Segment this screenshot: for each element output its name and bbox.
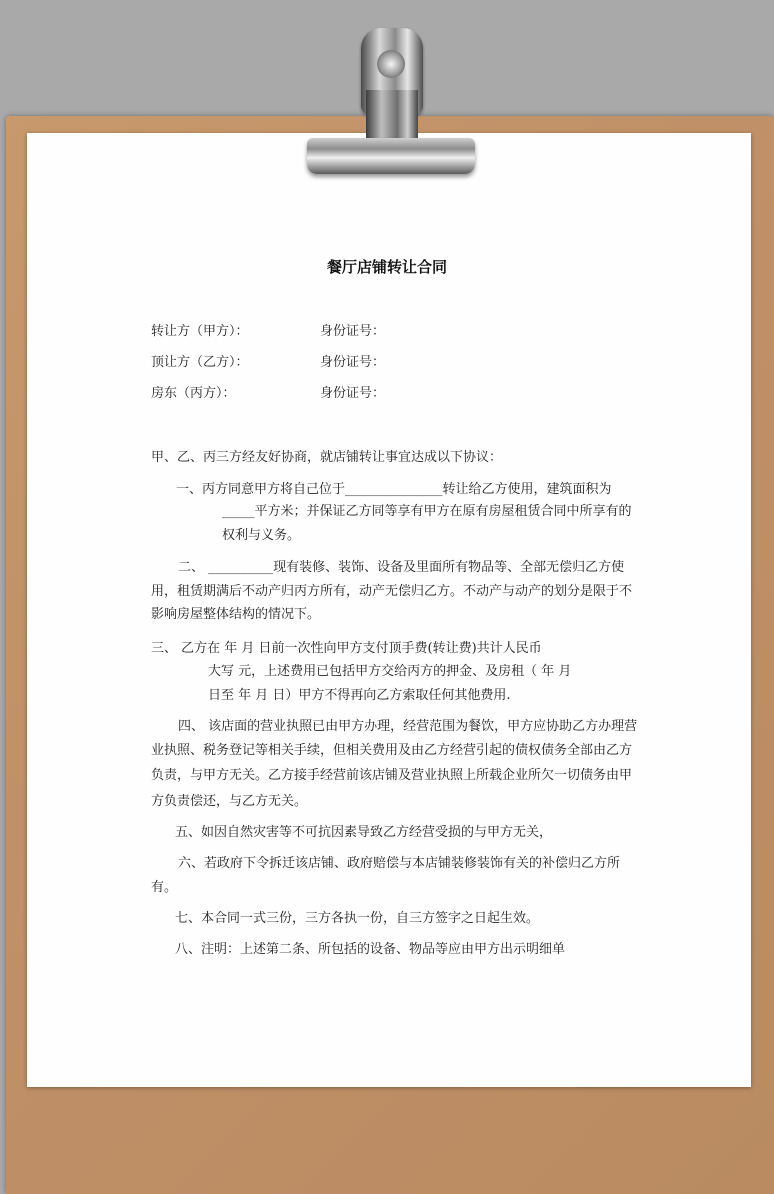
clause-3-line-2: 大写 元，上述费用已包括甲方交给丙方的押金、及房租（ 年 月 — [208, 664, 572, 679]
clause-1-line-2: _____平方米；并保证乙方同等享有甲方在原有房屋租赁合同中所享有的 — [222, 504, 632, 519]
clause-4-line-3: 负责，与甲方无关。乙方接手经营前该店铺及营业执照上所载企业所欠一切债务由甲 — [151, 768, 633, 783]
clause-2-line-2: 用，租赁期满后不动产归丙方所有，动产无偿归乙方。不动产与动产的划分是限于不 — [151, 584, 633, 599]
clause-2-line-1: 二、 __________现有装修、装饰、设备及里面所有物品等、全部无偿归乙方使 — [178, 560, 625, 575]
clause-7-line-1: 七、本合同一式三份，三方各执一份，自三方签字之日起生效。 — [175, 911, 540, 926]
clause-5-line-1: 五、如因自然灾害等不可抗因素导致乙方经营受损的与甲方无关， — [175, 825, 553, 840]
clause-6-line-1: 六、若政府下令拆迁该店铺、政府赔偿与本店铺装修装饰有关的补偿归乙方所 — [178, 856, 621, 871]
binder-clip-hole — [377, 50, 405, 78]
clause-4-line-2: 业执照、税务登记等相关手续，但相关费用及由乙方经营引起的债权债务全部由乙方 — [151, 743, 633, 758]
contract-title: 餐厅店铺转让合同 — [326, 258, 447, 276]
clause-3-line-3: 日至 年 月 日）甲方不得再向乙方索取任何其他费用. — [208, 688, 511, 703]
contract-intro: 甲、乙、丙三方经友好协商，就店铺转让事宜达成以下协议： — [151, 450, 503, 465]
party-transferee-id-label: 身份证号： — [320, 355, 386, 370]
clause-6-line-2: 有。 — [151, 880, 178, 895]
clause-3-line-1: 三、 乙方在 年 月 日前一次性向甲方支付顶手费(转让费)共计人民币 — [151, 641, 542, 656]
clause-2-line-3: 影响房屋整体结构的情况下。 — [151, 607, 321, 622]
binder-clip-base — [307, 138, 475, 174]
binder-clip-plate — [366, 90, 418, 140]
clause-4-line-1: 四、 该店面的营业执照已由甲方办理，经营范围为餐饮，甲方应协助乙方办理营 — [178, 719, 638, 734]
clause-4-line-4: 方负责偿还，与乙方无关。 — [151, 794, 308, 809]
clause-8-line-1: 八、注明：上述第二条、所包括的设备、物品等应由甲方出示明细单 — [175, 942, 566, 957]
party-transferee-label: 顶让方（乙方）： — [151, 355, 249, 370]
party-transferor-label: 转让方（甲方）： — [151, 324, 249, 339]
party-landlord-label: 房东（丙方）： — [151, 386, 236, 401]
party-landlord-id-label: 身份证号： — [320, 386, 386, 401]
party-transferor-id-label: 身份证号： — [320, 324, 386, 339]
clause-1-line-1: 一、丙方同意甲方将自己位于_______________转让给乙方使用，建筑面积为 — [176, 482, 612, 497]
clause-1-line-3: 权利与义务。 — [222, 528, 301, 543]
